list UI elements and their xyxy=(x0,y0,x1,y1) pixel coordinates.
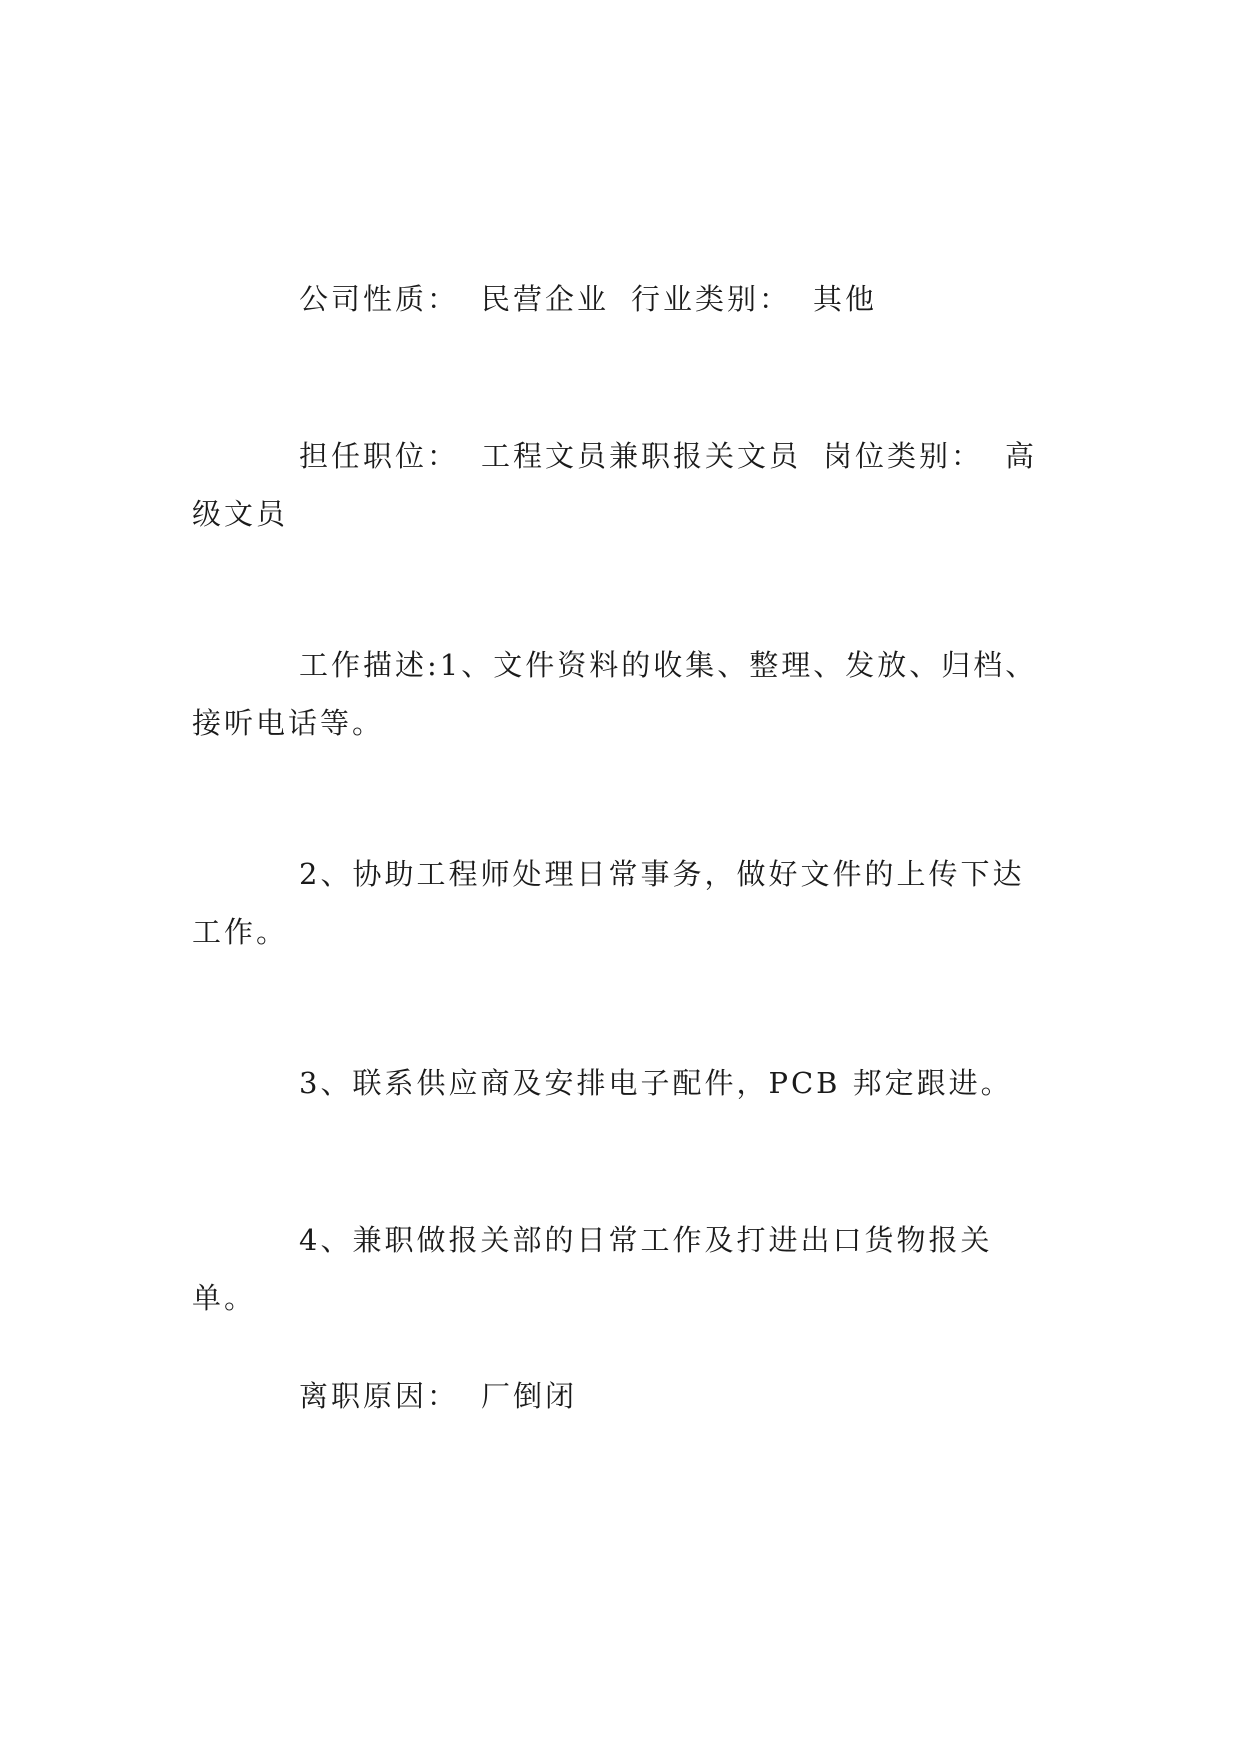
job-description-label: 工作描述: xyxy=(299,648,440,682)
job-description-text-4: 4、兼职做报关部的日常工作及打进出口货物报关单。 xyxy=(192,1223,993,1315)
position-value: 工程文员兼职报关文员 xyxy=(481,439,802,473)
company-type-value: 民营企业 xyxy=(481,282,610,316)
leaving-reason-line xyxy=(192,1367,1052,1425)
position-info-line xyxy=(192,427,1052,543)
job-description-item-1 xyxy=(192,636,1052,752)
company-type-label: 公司性质： xyxy=(299,282,460,316)
job-description-item-2 xyxy=(192,845,1052,961)
job-description-item-3 xyxy=(192,1054,1052,1112)
job-description-item-4 xyxy=(192,1211,1052,1327)
job-description-text-1: 1、文件资料的收集、整理、发放、归档、接听电话等。 xyxy=(192,648,1038,740)
leaving-reason-value: 厂倒闭 xyxy=(481,1379,578,1413)
industry-value: 其他 xyxy=(813,282,878,316)
company-info-line xyxy=(192,270,1052,328)
leaving-reason-label: 离职原因： xyxy=(299,1379,460,1413)
position-label: 担任职位： xyxy=(299,439,460,473)
job-description-text-3: 3、联系供应商及安排电子配件，PCB 邦定跟进。 xyxy=(299,1066,1013,1100)
industry-label: 行业类别： xyxy=(631,282,792,316)
job-description-text-2: 2、协助工程师处理日常事务，做好文件的上传下达工作。 xyxy=(192,857,1025,949)
job-category-label: 岗位类别： xyxy=(823,439,984,473)
job-category-value: 高级文员 xyxy=(192,439,1038,531)
